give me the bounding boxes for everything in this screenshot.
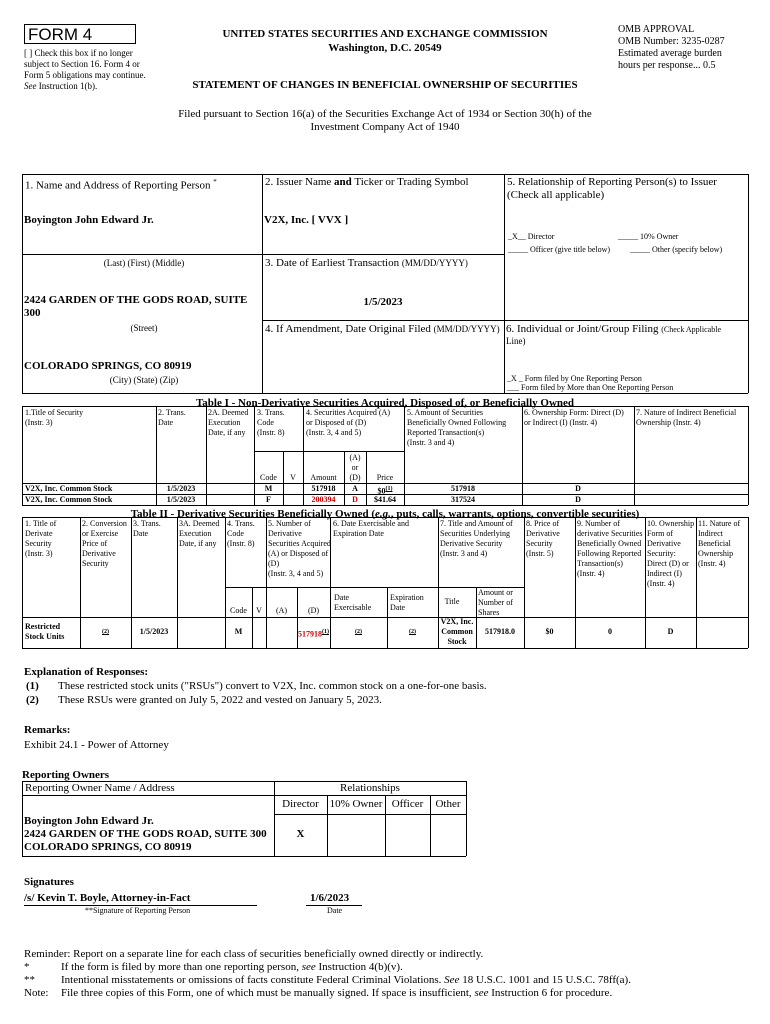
t1-header-nature: 7. Nature of Indirect Beneficial Ownership (Instr. 4) [636,408,737,427]
owners-col-name: Reporting Owner Name / Address [25,782,175,794]
owners-col-other: Other [435,798,461,810]
t2-header-deemed: 3A. Deemed Execution Date, if any [179,519,220,548]
t2-row-code: M [234,627,243,636]
t2-header-price: 8. Price of Derivative Security (Instr. 5) [526,519,560,558]
box6-label-small: (Check Applicable [661,325,721,334]
officer-checkbox[interactable]: _____ Officer (give title below) [508,245,611,254]
t2-header-date: 3. Trans. Date [133,519,161,538]
explanation-num-2: (2) [26,694,39,706]
footer-note2 [61,974,631,987]
omb-burden-2: hours per response... 0.5 [618,60,716,71]
t1-header-deemed: 2A. Deemed Execution Date, if any [208,408,249,437]
t2-header-nature: 11. Nature of Indirect Beneficial Ownership (Instr. 4) [698,519,741,568]
earliest-transaction-date: 1/5/2023 [363,296,403,308]
box2-label-b: Ticker or Trading Symbol [354,176,469,188]
footer-note1-a: If the form is filed by more than one reporting person, [61,961,299,973]
box4-label [265,323,500,336]
t2-row-price: $0 [545,627,554,636]
box2-label [265,176,469,189]
t1-row1-price-value: $0 [377,486,386,496]
omb-block [618,24,758,72]
t2-header-owned: 9. Number of derivative Securities Beneficially Owned Following Reported Transaction(s) (Instr. 4) [577,519,643,578]
box1-label [25,176,217,193]
t2-sub-title: Title [444,597,460,606]
box4-label-text: 4. If Amendment, Date Original Filed [265,323,431,335]
filed-pursuant [100,108,670,134]
filed-pursuant-line2: Investment Company Act of 1940 [310,121,460,133]
footer-note2-see: See [444,974,460,986]
city-sublabel: (City) (State) (Zip) [109,375,179,385]
name-sublabel: (Last) (First) (Middle) [103,258,185,268]
footer-note1 [61,961,403,974]
statement-title: STATEMENT OF CHANGES IN BENEFICIAL OWNERSHIP OF SECURITIES [192,79,578,91]
footer-note1-see: see [301,961,316,973]
box3-label-text: 3. Date of Earliest Transaction [265,257,400,269]
signature-date: 1/6/2023 [310,892,350,904]
t1-row1-aord: A [352,484,358,493]
owners-heading: Reporting Owners [22,769,110,781]
t1-header-date: 2. Trans. Date [158,408,186,427]
t2-row-title: Restricted Stock Units [25,622,65,641]
remarks-heading: Remarks: [24,724,71,736]
omb-number: OMB Number: 3235-0287 [618,36,725,47]
box5-label-line1: 5. Relationship of Reporting Person(s) to Issuer [507,176,717,188]
explanation-heading: Explanation of Responses: [24,666,149,678]
t2-sub-expiration: Expiration Date [390,593,424,612]
owners-col-ten-pct: 10% Owner [329,798,383,810]
omb-approval: OMB APPROVAL [618,24,695,35]
box5-label-line2: (Check all applicable) [507,189,605,201]
table2-title-b: , puts, calls, warrants, options, convertible securities) [390,508,640,520]
issuer-name: V2X, Inc. [ VVX ] [264,214,349,226]
t2-row-form: D [667,627,674,636]
owners-col-director: Director [282,798,319,810]
t1-header-form: 6. Ownership Form: Direct (D) or Indirect (I) (Instr. 4) [524,408,624,427]
owner-name: Boyington John Edward Jr. [24,815,154,827]
t2-row-u-title: V2X, Inc. Common Stock [440,617,474,646]
t2-header-conversion: 2. Conversion or Exercise Price of Derivative Security [82,519,127,568]
t2-sub-exercisable: Date Exercisable [334,593,372,612]
t2-header-number: 5. Number of Derivative Securities Acquired (A) or Disposed of (D) (Instr. 3, 4 and 5) [268,519,331,578]
t1-row1-price-note: (1) [385,486,393,492]
footer-note2-a: Intentional misstatements or omissions of facts constitute Federal Criminal Violations. [61,974,442,986]
filing-multiple-persons[interactable]: ___ Form filed by More than One Reporting Person [507,383,674,392]
box6-label [506,323,746,347]
footer-note3-mark: Note: [24,987,49,999]
t1-sub-code: Code [260,473,277,482]
footer-note3-a: File three copies of this Form, one of which must be manually signed. If space is insufficient, [61,987,472,999]
box6-label-line: Line) [506,336,526,346]
t2-row-expiration: (2) [409,629,416,635]
t1-row2-aord: D [352,495,358,504]
box1-label-star: * [213,178,217,186]
t1-row1-owned: 517918 [451,484,475,493]
box4-label-fmt: (MM/DD/YYYY) [433,324,500,334]
box1-label-text: 1. Name and Address of Reporting Person [25,179,211,192]
t2-row-d-value: 517918 [298,629,322,639]
t2-row-date: 1/5/2023 [139,627,169,636]
t2-header-exercisable: 6. Date Exercisable and Expiration Date [333,519,409,538]
t1-row2-date: 1/5/2023 [166,495,196,504]
t1-row2-price: $41.64 [374,495,396,504]
t2-row-exercisable: (2) [355,629,362,635]
signatures-heading: Signatures [24,876,74,888]
box5-label [507,176,745,202]
box3-label [265,257,468,270]
footer-note2-mark: ** [24,974,35,986]
check-instruction: Instruction 1(b). [38,81,98,91]
t2-row-d [297,627,330,640]
box6-label-text: 6. Individual or Joint/Group Filing [506,323,659,335]
t2-row-owned: 0 [608,627,612,636]
check-box-note[interactable] [24,48,154,92]
t1-row2-code: F [266,495,271,504]
agency-name: UNITED STATES SECURITIES AND EXCHANGE COMMISSION [222,28,548,40]
t1-header-title: 1.Title of Security (Instr. 3) [25,408,84,427]
table2-title-eg: e.g. [375,508,391,520]
t2-header-title: 1. Title of Derivate Security (Instr. 3) [25,519,57,558]
t2-sub-v: V [256,606,262,615]
t1-sub-v: V [290,473,296,482]
t1-row1-title: V2X, Inc. Common Stock [25,484,113,493]
explanation-text-1: These restricted stock units ("RSUs") convert to V2X, Inc. common stock on a one-for-one basis. [58,680,487,692]
table1-title: Table I - Non-Derivative Securities Acquired, Disposed of, or Beneficially Owned [195,397,575,409]
check-box-text: [ ] Check this box if no longer subject to Section 16. Form 4 or Form 5 obligations may continue. [24,48,146,80]
t2-sub-a: (A) [275,606,288,615]
t1-row1-date: 1/5/2023 [166,484,196,493]
signature-label: **Signature of Reporting Person [85,906,191,915]
owner-street: 2424 GARDEN OF THE GODS ROAD, SUITE 300 [24,828,267,840]
owner-director-mark: X [296,828,305,840]
t1-header-code: 3. Trans. Code (Instr. 8) [257,408,285,437]
explanation-num-1: (1) [26,680,39,692]
t1-row1-amount: 517918 [311,484,336,493]
t2-row-d-note: (1) [322,629,329,635]
t1-sub-aord: (A) or (D) [349,453,361,482]
form-title: FORM 4 [24,24,136,44]
agency-location: Washington, D.C. 20549 [328,42,442,54]
omb-burden-1: Estimated average burden [618,48,722,59]
reporting-person-name: Boyington John Edward Jr. [24,214,154,226]
footer-note2-b: 18 U.S.C. 1001 and 15 U.S.C. 78ff(a). [462,974,631,986]
t2-header-form: 10. Ownership Form of Derivative Security: Direct (D) or Indirect (I) (Instr. 4) [647,519,695,588]
footer-note3 [61,987,612,1000]
explanation-text-2: These RSUs were granted on July 5, 2022 and vested on January 5, 2023. [58,694,382,706]
t2-header-underlying: 7. Title and Amount of Securities Underlying Derivative Security (Instr. 3 and 4) [440,519,513,558]
t1-row1-form: D [575,484,581,493]
t1-row2-owned: 317524 [451,495,475,504]
signature-text: /s/ Kevin T. Boyle, Attorney-in-Fact [24,892,191,904]
filing-one-person[interactable]: _X _ Form filed by One Reporting Person [507,374,642,383]
t2-sub-amount: Amount or Number of Shares [478,588,513,617]
footer-note1-b: Instruction 4(b)(v). [318,961,403,973]
t1-row2-title: V2X, Inc. Common Stock [25,495,113,504]
t1-row2-amount: 200394 [311,495,336,504]
owners-col-relationships: Relationships [340,782,400,794]
reporting-person-street: 2424 GARDEN OF THE GODS ROAD, SUITE 300 [24,294,248,319]
street-sublabel: (Street) [130,323,158,333]
t1-row2-form: D [575,495,581,504]
footer-note1-mark: * [24,961,30,973]
reporting-person-city: COLORADO SPRINGS, CO 80919 [24,360,192,372]
t2-row-u-amount: 517918.0 [485,627,515,636]
check-see: See [24,81,37,91]
t1-header-owned: 5. Amount of Securities Beneficially Owned Following Reported Transaction(s) (Instr. 3 and 4) [407,408,507,447]
director-checkbox[interactable]: _X__ Director [508,232,555,241]
signature-date-label: Date [327,906,343,915]
t1-header-acquired: 4. Securities Acquired (A) or Disposed of (D) (Instr. 3, 4 and 5) [306,408,390,437]
ten-pct-owner-checkbox[interactable]: _____ 10% Owner [618,232,679,241]
t1-row1-code: M [264,484,273,493]
footer-reminder: Reminder: Report on a separate line for each class of securities beneficially owned directly or indirectly. [24,948,484,960]
remarks-text: Exhibit 24.1 - Power of Attorney [24,739,169,751]
t2-row-conversion: (2) [102,629,109,635]
t1-sub-price: Price [376,473,394,482]
box3-label-fmt: (MM/DD/YYYY) [401,258,468,268]
t2-sub-code: Code [230,606,247,615]
footer-note3-see: see [474,987,489,999]
t2-header-code: 4. Trans. Code (Instr. 8) [227,519,255,548]
box2-label-and: and [334,176,352,188]
other-checkbox[interactable]: _____ Other (specify below) [630,245,723,254]
t1-sub-amount: Amount [310,473,337,482]
table2-title-a: Table II - Derivative Securities Beneficially Owned ( [130,508,376,520]
owner-city: COLORADO SPRINGS, CO 80919 [24,841,192,853]
footer-note3-b: Instruction 6 for procedure. [491,987,613,999]
t2-sub-d: (D) [307,606,320,615]
box2-label-a: 2. Issuer Name [265,176,332,188]
owners-col-officer: Officer [391,798,424,810]
filed-pursuant-line1: Filed pursuant to Section 16(a) of the Securities Exchange Act of 1934 or Section 30(h) of the [178,108,592,120]
